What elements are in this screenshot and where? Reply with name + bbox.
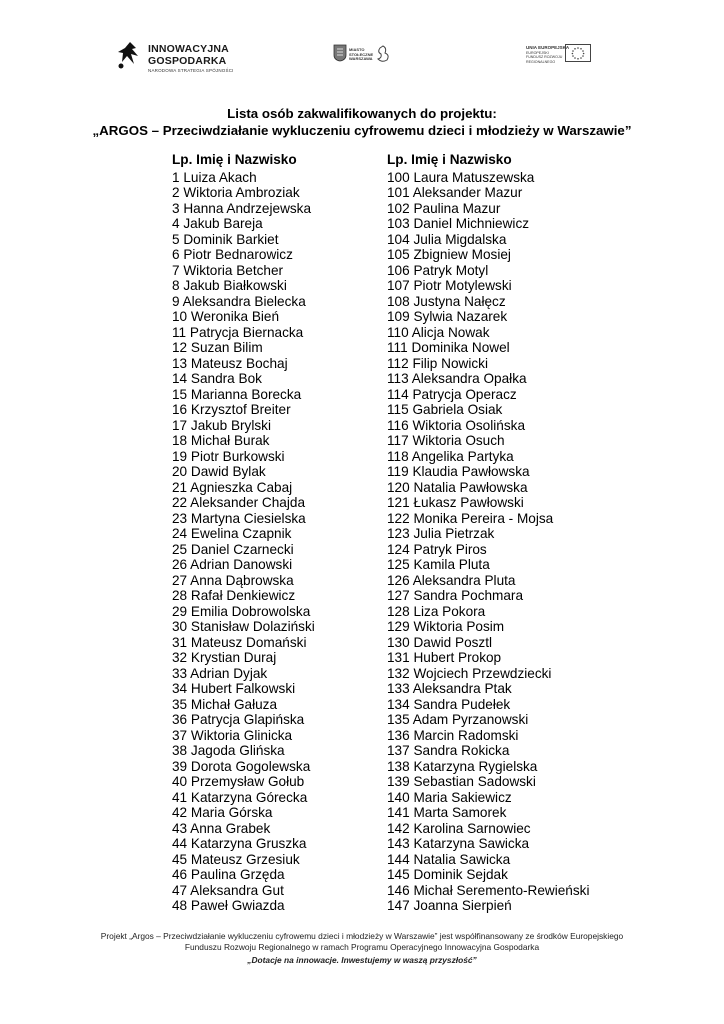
list-item: 4 Jakub Bareja [172, 216, 263, 231]
list-item: 15 Marianna Borecka [172, 386, 302, 402]
footer-line1: Projekt „Argos – Przeciwdziałanie wykluczeniu cyfrowemu dzieci i młodzieży w Warszawie” jest współfinansowany ze środków Europejskiego [100, 931, 624, 941]
list-item: 2 Wiktoria Ambroziak [172, 185, 300, 200]
list-item: 101 Aleksander Mazur [387, 185, 523, 200]
right-name-column [387, 152, 590, 914]
list-item: 114 Patrycja Operacz [387, 386, 517, 402]
list-item: 106 Patryk Motyl [387, 262, 489, 278]
eu-flag-icon [565, 44, 591, 62]
list-item: 19 Piotr Burkowski [172, 448, 285, 464]
list-item: 141 Marta Samorek [387, 805, 507, 820]
ig-logo-line2: GOSPODARKA [148, 55, 227, 67]
list-item: 102 Paulina Mazur [387, 200, 501, 216]
document-footer [0, 931, 724, 966]
list-item: 17 Jakub Brylski [172, 417, 271, 433]
mermaid-icon [373, 44, 393, 64]
list-item: 100 Laura Matuszewska [387, 169, 535, 185]
list-item: 134 Sandra Pudełek [387, 696, 511, 712]
list-item: 139 Sebastian Sadowski [387, 774, 536, 789]
list-item: 129 Wiktoria Posim [387, 619, 505, 634]
list-item: 35 Michał Gałuza [172, 696, 278, 712]
list-item: 9 Aleksandra Bielecka [172, 293, 306, 309]
list-item: 25 Daniel Czarnecki [172, 541, 294, 557]
list-item: 144 Natalia Sawicka [387, 851, 511, 867]
list-item: 147 Joanna Sierpień [387, 898, 512, 913]
list-item: 131 Hubert Prokop [387, 650, 502, 665]
right-column-header: Lp. Imię i Nazwisko [387, 152, 512, 167]
list-item: 45 Mateusz Grzesiuk [172, 851, 300, 867]
list-item: 20 Dawid Bylak [172, 464, 266, 479]
list-item: 26 Adrian Danowski [172, 557, 293, 572]
list-item: 16 Krzysztof Breiter [172, 402, 291, 417]
list-item: 38 Jagoda Glińska [172, 743, 285, 758]
list-item: 107 Piotr Motylewski [387, 278, 512, 293]
list-item: 12 Suzan Bilim [172, 340, 263, 355]
list-item: 119 Klaudia Pawłowska [387, 464, 530, 479]
footer-line2: Funduszu Rozwoju Regionalnego w ramach Programu Operacyjnego Innowacyjna Gospodarka [184, 942, 540, 952]
list-item: 133 Aleksandra Ptak [387, 681, 512, 696]
list-item: 10 Weronika Bień [172, 309, 280, 324]
title-line1: Lista osób zakwalifikowanych do projektu: [227, 106, 497, 121]
list-item: 145 Dominik Sejdak [387, 867, 508, 882]
ig-logo-line1: INNOWACYJNA [148, 43, 229, 55]
list-item: 117 Wiktoria Osuch [387, 433, 505, 448]
list-item: 7 Wiktoria Betcher [172, 262, 284, 278]
header-logos [0, 28, 724, 88]
list-item: 8 Jakub Białkowski [172, 278, 287, 293]
ig-logo-line3: NARODOWA STRATEGIA SPÓJNOŚCI [148, 68, 234, 73]
list-item: 14 Sandra Bok [172, 371, 262, 386]
footer-slogan: „Dotacje na innowacje. Inwestujemy w waszą przyszłość” [247, 955, 477, 965]
left-column-header: Lp. Imię i Nazwisko [172, 152, 297, 167]
list-item: 138 Katarzyna Rygielska [387, 758, 538, 774]
list-item: 46 Paulina Grzęda [172, 867, 285, 882]
list-item: 44 Katarzyna Gruszka [172, 836, 307, 851]
list-item: 27 Anna Dąbrowska [172, 572, 294, 588]
list-item: 5 Dominik Barkiet [172, 231, 279, 247]
list-item: 104 Julia Migdalska [387, 231, 507, 247]
list-item: 31 Mateusz Domański [172, 634, 307, 650]
list-item: 121 Łukasz Pawłowski [387, 495, 524, 510]
list-item: 116 Wiktoria Osolińska [387, 417, 526, 433]
list-item: 128 Liza Pokora [387, 603, 486, 619]
list-item: 118 Angelika Partyka [387, 448, 514, 464]
eu-logo [520, 42, 600, 72]
list-item: 30 Stanisław Dolaziński [172, 619, 315, 634]
list-item: 40 Przemysław Gołub [172, 774, 305, 789]
ig-emblem-icon [116, 40, 144, 70]
list-item: 28 Rafał Denkiewicz [172, 588, 296, 603]
list-item: 23 Martyna Ciesielska [172, 510, 306, 526]
list-item: 3 Hanna Andrzejewska [172, 200, 312, 216]
list-item: 41 Katarzyna Górecka [172, 789, 308, 805]
warszawa-logo [333, 44, 403, 70]
list-item: 140 Maria Sakiewicz [387, 789, 512, 805]
list-item: 42 Maria Górska [172, 805, 273, 820]
list-item: 103 Daniel Michniewicz [387, 216, 530, 231]
list-item: 13 Mateusz Bochaj [172, 355, 288, 371]
list-item: 22 Aleksander Chajda [172, 495, 306, 510]
eu-logo-title: UNIA EUROPEJSKA [526, 45, 570, 50]
innowacyjna-gospodarka-logo [110, 28, 240, 84]
list-item: 130 Dawid Posztl [387, 634, 493, 650]
list-item: 143 Katarzyna Sawicka [387, 836, 530, 851]
list-item: 18 Michał Burak [172, 433, 270, 448]
list-item: 137 Sandra Rokicka [387, 743, 510, 758]
list-item: 33 Adrian Dyjak [172, 665, 268, 681]
list-item: 110 Alicja Nowak [387, 324, 490, 340]
list-item: 37 Wiktoria Glinicka [172, 727, 293, 743]
list-item: 108 Justyna Nałęcz [387, 293, 506, 309]
list-item: 115 Gabriela Osiak [387, 402, 503, 417]
warszawa-logo-text: MIASTO STOŁECZNE WARSZAWA [349, 47, 374, 61]
list-item: 6 Piotr Bednarowicz [172, 247, 293, 262]
list-item: 142 Karolina Sarnowiec [387, 820, 531, 836]
list-item: 21 Agnieszka Cabaj [172, 479, 293, 495]
list-item: 120 Natalia Pawłowska [387, 479, 528, 495]
list-item: 47 Aleksandra Gut [172, 882, 284, 898]
list-item: 29 Emilia Dobrowolska [172, 603, 311, 619]
list-item: 36 Patrycja Glapińska [172, 712, 305, 727]
list-item: 124 Patryk Piros [387, 541, 487, 557]
list-item: 126 Aleksandra Pluta [387, 572, 516, 588]
list-item: 123 Julia Pietrzak [387, 526, 495, 541]
list-item: 32 Krystian Duraj [172, 650, 277, 665]
list-item: 34 Hubert Falkowski [172, 681, 296, 696]
list-item: 113 Aleksandra Opałka [387, 371, 527, 386]
warsaw-crest-icon [333, 44, 347, 62]
list-item: 105 Zbigniew Mosiej [387, 247, 511, 262]
list-item: 43 Anna Grabek [172, 820, 271, 836]
list-item: 11 Patrycja Biernacka [172, 324, 304, 340]
list-item: 127 Sandra Pochmara [387, 588, 524, 603]
list-item: 109 Sylwia Nazarek [387, 309, 508, 324]
list-item: 122 Monika Pereira - Mojsa [387, 510, 554, 526]
list-item: 111 Dominika Nowel [387, 340, 510, 355]
list-item: 1 Luiza Akach [172, 169, 257, 185]
eu-logo-subtitle: EUROPEJSKI FUNDUSZ ROZWOJU REGIONALNEGO [526, 51, 563, 64]
list-item: 112 Filip Nowicki [387, 355, 488, 371]
list-item: 48 Paweł Gwiazda [172, 898, 285, 913]
title-line2: „ARGOS – Przeciwdziałanie wykluczeniu cyfrowemu dzieci i młodzieży w Warszawie” [92, 123, 632, 138]
list-item: 132 Wojciech Przewdziecki [387, 665, 552, 681]
list-item: 136 Marcin Radomski [387, 727, 519, 743]
list-item: 125 Kamila Pluta [387, 557, 490, 572]
document-title [0, 105, 724, 139]
list-item: 135 Adam Pyrzanowski [387, 712, 529, 727]
list-item: 146 Michał Seremento-Rewieński [387, 882, 590, 898]
left-name-column [172, 152, 315, 914]
list-item: 39 Dorota Gogolewska [172, 758, 311, 774]
list-item: 24 Ewelina Czapnik [172, 526, 292, 541]
